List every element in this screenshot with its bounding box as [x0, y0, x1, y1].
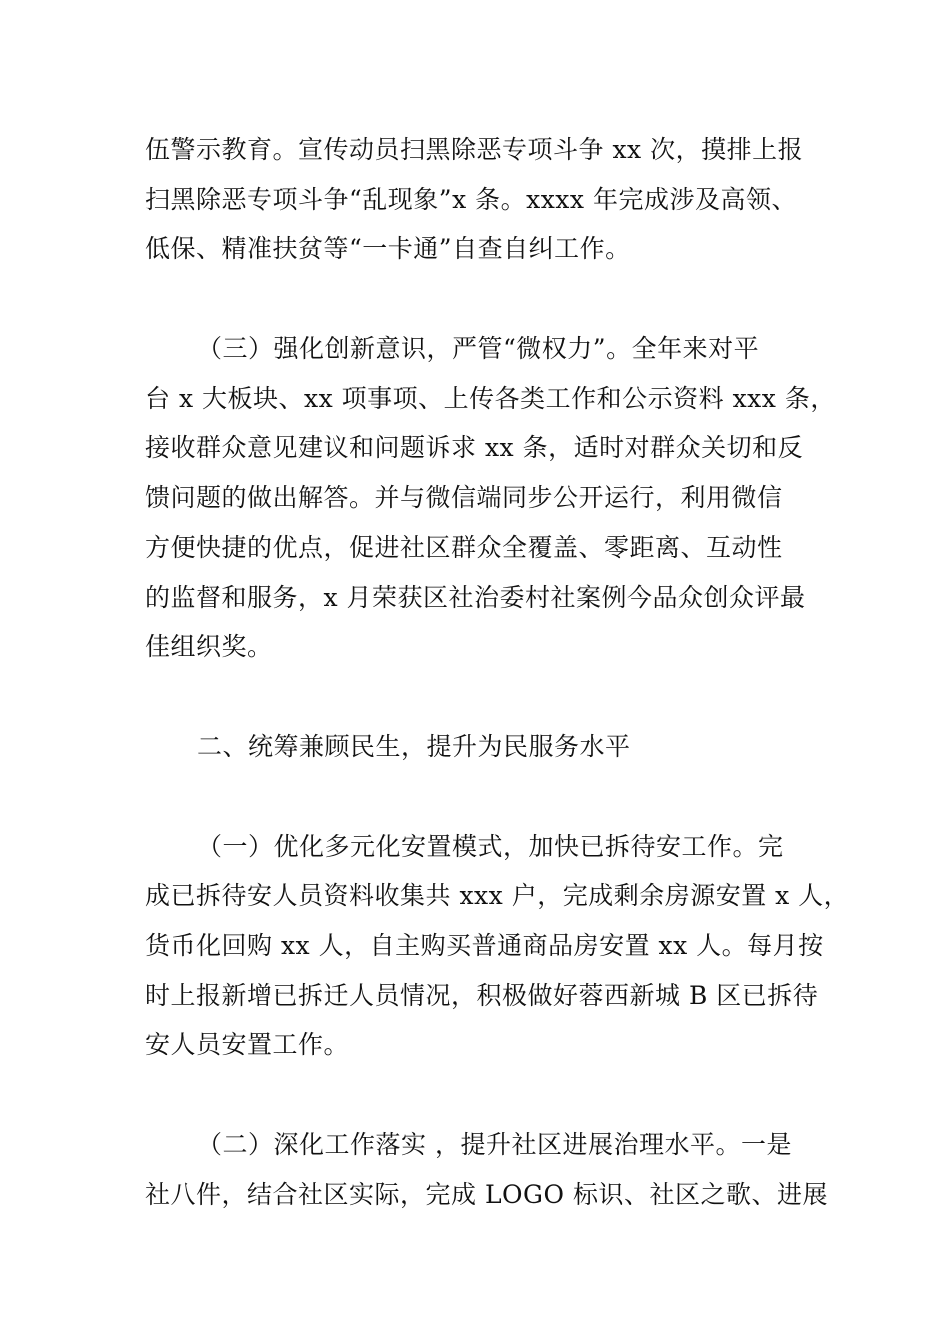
text-line: 接收群众意见建议和问题诉求 xx 条，适时对群众关切和反	[145, 433, 804, 462]
text-line: 伍警示教育。宣传动员扫黑除恶专项斗争 xx 次，摸排上报	[145, 135, 804, 164]
text-line: 货币化回购 xx 人，自主购买普通商品房安置 xx 人。每月按	[145, 931, 824, 960]
text-line: 时上报新增已拆迁人员情况，积极做好蓉西新城 B 区已拆待	[145, 981, 819, 1010]
heading-line: 二、统筹兼顾民生，提升为民服务水平	[197, 732, 631, 761]
text-line: 的监督和服务，x 月荣获区社治委村社案例今品众创众评最	[145, 583, 806, 612]
text-line: 台 x 大板块、xx 项事项、上传各类工作和公示资料 xxx 条，	[145, 384, 836, 413]
text-line: 佳组织奖。	[145, 632, 273, 661]
text-line: 低保、精准扶贫等“一卡通”自查自纠工作。	[145, 234, 631, 263]
text-line: （二）深化工作落实 ，提升社区进展治理水平。一是	[197, 1130, 792, 1159]
text-line: （三）强化创新意识，严管“微权力”。全年来对平	[197, 334, 760, 363]
text-line: 馈问题的做出解答。并与微信端同步公开运行，利用微信	[145, 483, 783, 512]
text-line: （一）优化多元化安置模式，加快已拆待安工作。完	[197, 832, 784, 861]
text-line: 方便快捷的优点，促进社区群众全覆盖、零距离、互动性	[145, 533, 783, 562]
text-line: 安人员安置工作。	[145, 1030, 350, 1059]
text-line: 扫黑除恶专项斗争“乱现象”x 条。xxxx 年完成涉及高领、	[145, 185, 797, 214]
text-line: 成已拆待安人员资料收集共 xxx 户，完成剩余房源安置 x 人，	[145, 881, 850, 910]
text-line: 社八件，结合社区实际，完成 LOGO 标识、社区之歌、进展	[145, 1180, 828, 1209]
